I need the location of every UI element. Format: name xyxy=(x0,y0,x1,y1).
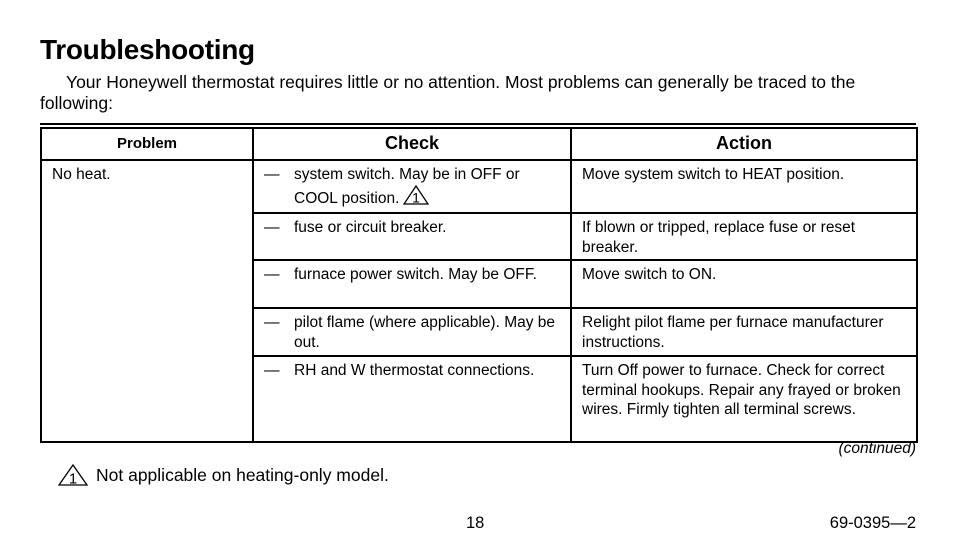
dash: — xyxy=(264,166,280,183)
action-cell: Relight pilot flame per furnace manufacturer instructions. xyxy=(571,308,917,356)
dash: — xyxy=(264,266,280,283)
check-cell xyxy=(253,160,571,213)
check-cell xyxy=(253,356,571,442)
check-text: system switch. May be in OFF or COOL position. 1 xyxy=(294,165,560,210)
continued-label: (continued) xyxy=(838,440,916,457)
intro-paragraph: Your Honeywell thermostat requires little or no attention. Most problems can generally be traced to the following: xyxy=(40,72,856,113)
check-text: furnace power switch. May be OFF. xyxy=(294,266,537,283)
warning-number: 1 xyxy=(412,189,421,205)
warning-triangle-1-icon xyxy=(58,464,88,486)
warning-triangle-1-icon xyxy=(403,185,429,211)
check-text: RH and W thermostat connections. xyxy=(294,362,535,379)
check-cell xyxy=(253,260,571,308)
action-cell: Move system switch to HEAT position. xyxy=(571,160,917,213)
table-header-row xyxy=(41,128,917,160)
document-number: 69-0395—2 xyxy=(829,514,916,532)
check-text: fuse or circuit breaker. xyxy=(294,219,447,236)
table-top-rule xyxy=(40,123,916,125)
action-cell: Turn Off power to furnace. Check for correct terminal hookups. Repair any frayed or broken wires. Firmly tighten all terminal screws. xyxy=(571,356,917,442)
footnote xyxy=(58,464,389,486)
header-problem: Problem xyxy=(41,128,253,160)
page-number: 18 xyxy=(466,514,485,532)
problem-cell: No heat. xyxy=(41,160,253,442)
check-cell xyxy=(253,213,571,260)
warning-number: 1 xyxy=(68,470,78,486)
dash: — xyxy=(264,362,280,379)
check-text: pilot flame (where applicable). May be out. xyxy=(294,314,556,351)
action-cell: Move switch to ON. xyxy=(571,260,917,308)
dash: — xyxy=(264,314,280,331)
header-check: Check xyxy=(253,128,571,160)
table-row xyxy=(41,160,917,213)
troubleshooting-table xyxy=(40,127,918,443)
action-cell: If blown or tripped, replace fuse or reset breaker. xyxy=(571,213,917,260)
footnote-text: Not applicable on heating-only model. xyxy=(96,464,389,485)
header-action: Action xyxy=(571,128,917,160)
page-title: Troubleshooting xyxy=(40,34,255,65)
dash: — xyxy=(264,219,280,236)
check-cell xyxy=(253,308,571,356)
